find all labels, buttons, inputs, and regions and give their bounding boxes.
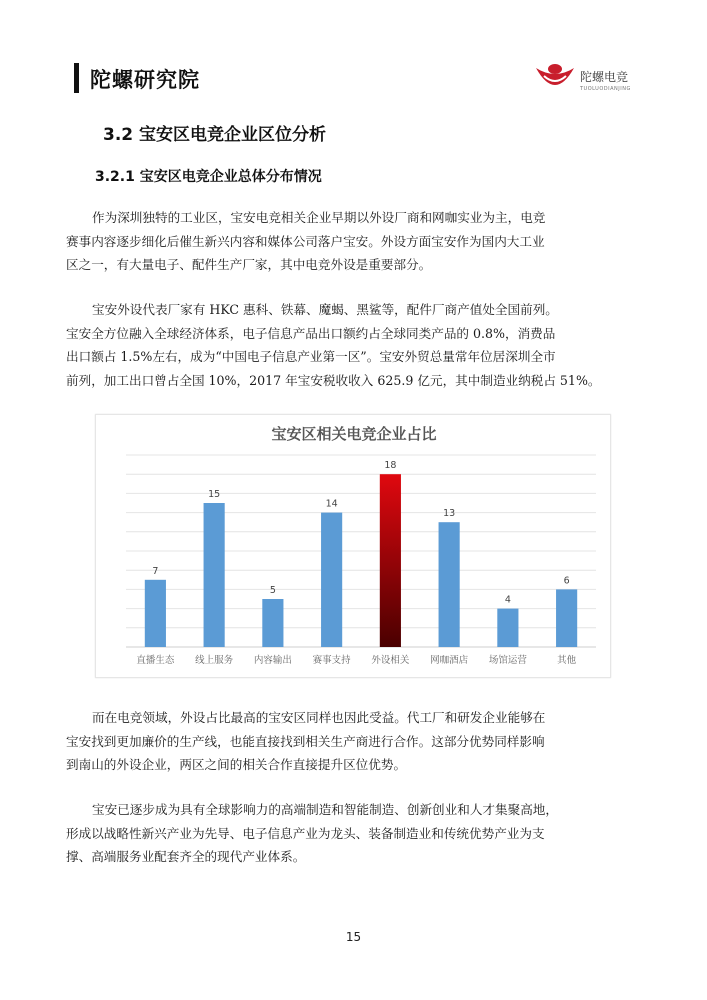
x-tick-label-1: 线上服务 [195, 655, 234, 666]
data-label-7: 6 [563, 575, 570, 587]
bar-2 [262, 599, 283, 647]
data-label-0: 7 [152, 565, 159, 577]
x-tick-label-3: 赛事支持 [312, 655, 351, 666]
header-title: 陀螺研究院 [90, 68, 200, 92]
header-bar-accent [74, 63, 79, 93]
bar-chart-svg [96, 415, 612, 679]
paragraph-2 [66, 298, 641, 392]
chart-title: 宝安区相关电竞企业占比 [271, 425, 437, 443]
bar-7 [556, 589, 577, 647]
data-label-4: 18 [384, 460, 397, 472]
x-tick-label-5: 网咖酒店 [430, 655, 469, 666]
bar-6 [497, 609, 518, 647]
paragraph-line: 前列，加工出口曾占全国 10%，2017 年宝安税收收入 625.9 亿元，其中制造业纳税占 51%。 [66, 372, 601, 388]
x-tick-label-2: 内容输出 [253, 655, 292, 666]
data-label-6: 4 [504, 594, 511, 606]
paragraph-line: 而在电竞领域，外设占比最高的宝安区同样也因此受益。代工厂和研发企业能够在 [92, 710, 546, 725]
paragraph-line: 撑、高端服务业配套齐全的现代产业体系。 [66, 849, 306, 864]
paragraph-line: 宝安外设代表厂家有 HKC 惠科、铁幕、魔蝎、黑鲨等，配件厂商产值处全国前列。 [92, 302, 558, 317]
page-number: 15 [345, 930, 362, 944]
chart-bars [145, 474, 577, 647]
data-label-1: 15 [208, 489, 221, 500]
brand-logo [530, 56, 640, 106]
x-tick-label-0: 直播生态 [136, 655, 175, 666]
paragraph-line: 宝安全方位融入全球经济体系，电子信息产品出口额约占全球同类产品的 0.8%，消费品 [66, 325, 556, 341]
paragraph-1 [66, 206, 641, 277]
paragraph-3 [66, 706, 641, 777]
brand-logo-subtitle: TUOLUODIANJING [580, 86, 631, 92]
bar-1 [204, 503, 225, 647]
paragraph-line: 区之一，有大量电子、配件生产厂家，其中电竞外设是重要部分。 [66, 257, 432, 272]
paragraph-4 [66, 798, 641, 869]
brand-logo-name: 陀螺电竞 [580, 70, 629, 84]
bar-4 [380, 474, 401, 647]
paragraph-line: 宝安找到更加廉价的生产线，也能直接找到相关生产商进行合作。这部分优势同样影响 [66, 733, 545, 749]
paragraph-line: 赛事内容逐步细化后催生新兴内容和媒体公司落户宝安。外设方面宝安作为国内大工业 [66, 233, 545, 249]
paragraph-line: 宝安已逐步成为具有全球影响力的高端制造和智能制造、创新创业和人才集聚高地， [92, 802, 558, 817]
paragraph-line: 作为深圳独特的工业区，宝安电竞相关企业早期以外设厂商和网咖实业为主，电竞 [92, 210, 546, 225]
chart-gridlines [126, 455, 596, 647]
section-title: 3.2 宝安区电竞企业区位分析 [103, 125, 327, 145]
paragraph-line: 形成以战略性新兴产业为先导、电子信息产业为龙头、装备制造业和传统优势产业为支 [66, 825, 545, 841]
data-label-3: 14 [325, 498, 338, 510]
bar-3 [321, 513, 342, 647]
x-tick-label-6: 场馆运营 [488, 655, 527, 666]
bar-chart [95, 414, 611, 678]
x-tick-label-4: 外设相关 [371, 655, 410, 666]
data-label-2: 5 [269, 585, 276, 596]
bar-0 [145, 580, 166, 647]
data-label-5: 13 [443, 508, 456, 520]
paragraph-line: 到南山的外设企业，两区之间的相关合作直接提升区位优势。 [66, 757, 407, 772]
paragraph-line: 出口额占 1.5%左右，成为“中国电子信息产业第一区”。宝安外贸总量常年位居深圳全市 [66, 349, 556, 364]
bar-5 [439, 522, 460, 647]
subsection-title: 3.2.1 宝安区电竞企业总体分布情况 [95, 169, 322, 185]
x-tick-label-7: 其他 [557, 655, 577, 666]
brand-logo-icon [530, 56, 580, 106]
